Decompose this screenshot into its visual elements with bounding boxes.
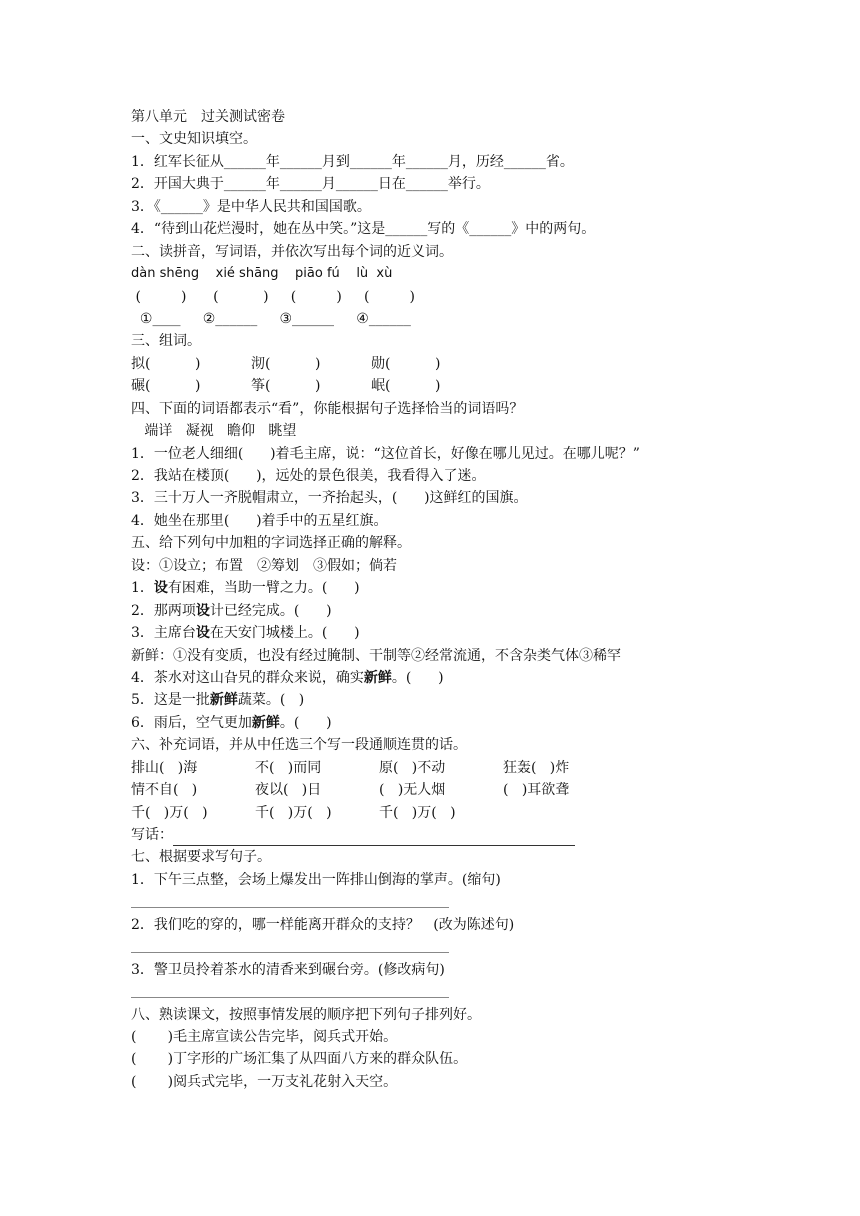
- idiom-row: [131, 757, 811, 779]
- section-4-heading: 四、下面的词语都表示“看”，你能根据句子选择恰当的词语吗？: [131, 400, 524, 417]
- idiom-item: 千( )万( ): [255, 804, 332, 821]
- idiom-item: ( )无人烟: [379, 782, 446, 799]
- write-line: [131, 824, 811, 846]
- question-7-1: 1．下午三点整，会场上爆发出一阵排山倒海的掌声。(缩句): [131, 871, 501, 888]
- section-2-heading: 二、读拼音，写词语，并依次写出每个词的近义词。: [131, 243, 453, 260]
- word-row: [131, 353, 811, 375]
- idiom-item: 千( )万( ): [131, 804, 208, 821]
- bold-word: 新鲜: [251, 714, 280, 731]
- pinyin-line: dàn shēng xié shāng piāo fú lù xù: [131, 266, 393, 282]
- idiom-item: 千( )万( ): [379, 804, 456, 821]
- bold-word: 设: [195, 602, 210, 619]
- section-7-heading: 七、根据要求写句子。: [131, 849, 271, 866]
- question-5-5: 5．这是一批新鲜蔬菜。( ): [131, 692, 305, 709]
- question-5-2: 2．那两项设计已经完成。( ): [131, 602, 332, 619]
- question-4-1: 1．一位老人细细( )着毛主席，说：“这位首长，好像在哪儿见过。在哪儿呢？”: [131, 445, 640, 462]
- idiom-item: 原( )不动: [379, 759, 446, 776]
- question-8-1: ( )毛主席宣读公告完毕，阅兵式开始。: [131, 1028, 398, 1045]
- write-label: 写话：: [131, 827, 173, 843]
- word-item: 沏( ): [251, 355, 321, 372]
- section-3-heading: 三、组词。: [131, 333, 201, 350]
- word-item: 碾( ): [131, 378, 201, 395]
- word-item: 筝( ): [251, 378, 321, 395]
- write-answer-line: [173, 831, 575, 846]
- question-5-6: 6．雨后，空气更加新鲜。( ): [131, 714, 332, 731]
- synonym-blanks: ①____ ②______ ③______ ④______: [131, 310, 411, 327]
- question-5-1: 1．设有困难，当助一臂之力。( ): [131, 580, 360, 597]
- question-1-1: 1．红军长征从______年______月到______年______月，历经______省。: [131, 153, 574, 170]
- idiom-item: 情不自( ): [131, 782, 198, 799]
- question-4-2: 2．我站在楼顶( )，远处的景色很美，我看得入了迷。: [131, 468, 486, 484]
- section-8-heading: 八、熟读课文，按照事情发展的顺序把下列句子排列好。: [131, 1006, 481, 1023]
- bold-word: 设: [195, 625, 210, 642]
- pinyin-brackets: ( ) ( ) ( ) ( ): [131, 288, 416, 305]
- bold-word: 新鲜: [209, 692, 238, 709]
- question-5-4: 4．茶水对这山旮旯的群众来说，确实新鲜。( ): [131, 669, 444, 686]
- section-5-heading: 五、给下列句中加粗的字词选择正确的解释。: [131, 535, 411, 552]
- idiom-item: 狂轰( )炸: [503, 759, 570, 776]
- question-7-3: 3．警卫员拎着茶水的清香来到碾台旁。(修改病句): [131, 961, 445, 978]
- question-8-2: ( )丁字形的广场汇集了从四面八方来的群众队伍。: [131, 1051, 468, 1068]
- idiom-row: [131, 779, 811, 801]
- idiom-item: 不( )而同: [255, 759, 322, 776]
- bold-word: 设: [153, 580, 168, 597]
- section-6-heading: 六、补充词语，并从中任选三个写一段通顺连贯的话。: [131, 737, 467, 754]
- section-1-heading: 一、文史知识填空。: [131, 131, 257, 148]
- idiom-item: 排山( )海: [131, 759, 198, 776]
- definition-she: 设：①设立；布置 ②筹划 ③假如；倘若: [131, 557, 397, 574]
- bold-word: 新鲜: [363, 669, 392, 686]
- question-4-4: 4．她坐在那里( )着手中的五星红旗。: [131, 512, 388, 529]
- question-7-2: 2．我们吃的穿的，哪一样能离开群众的支持？ (改为陈述句): [131, 916, 515, 933]
- question-8-3: ( )阅兵式完毕，一万支礼花射入天空。: [131, 1073, 398, 1090]
- word-row: [131, 375, 811, 397]
- word-item: 勋( ): [371, 355, 441, 372]
- exam-paper: [131, 106, 811, 1093]
- question-1-2: 2．开国大典于______年______月______日在______举行。: [131, 176, 490, 193]
- question-4-3: 3．三十万人一齐脱帽肃立，一齐抬起头，( )这鲜红的国旗。: [131, 490, 528, 507]
- idiom-row: [131, 802, 811, 824]
- answer-line: [131, 981, 811, 1003]
- idiom-item: 夜以( )日: [255, 782, 322, 799]
- word-item: 岷( ): [371, 378, 441, 395]
- answer-line: [131, 891, 811, 913]
- question-5-3: 3．主席台设在天安门城楼上。( ): [131, 625, 360, 642]
- question-1-4: 4．“待到山花烂漫时，她在丛中笑。”这是______写的《______》中的两句。: [131, 221, 596, 238]
- page-title: 第八单元 过关测试密卷: [131, 109, 285, 125]
- question-1-3: 3．《______》是中华人民共和国国歌。: [131, 198, 371, 215]
- answer-line: [131, 936, 811, 958]
- word-bank: 端详 凝视 瞻仰 眺望: [131, 423, 297, 440]
- definition-xinxian: 新鲜：①没有变质，也没有经过腌制、干制等②经常流通，不含杂类气体③稀罕: [131, 647, 621, 664]
- word-item: 拟( ): [131, 355, 201, 372]
- idiom-item: ( )耳欲聋: [503, 782, 570, 799]
